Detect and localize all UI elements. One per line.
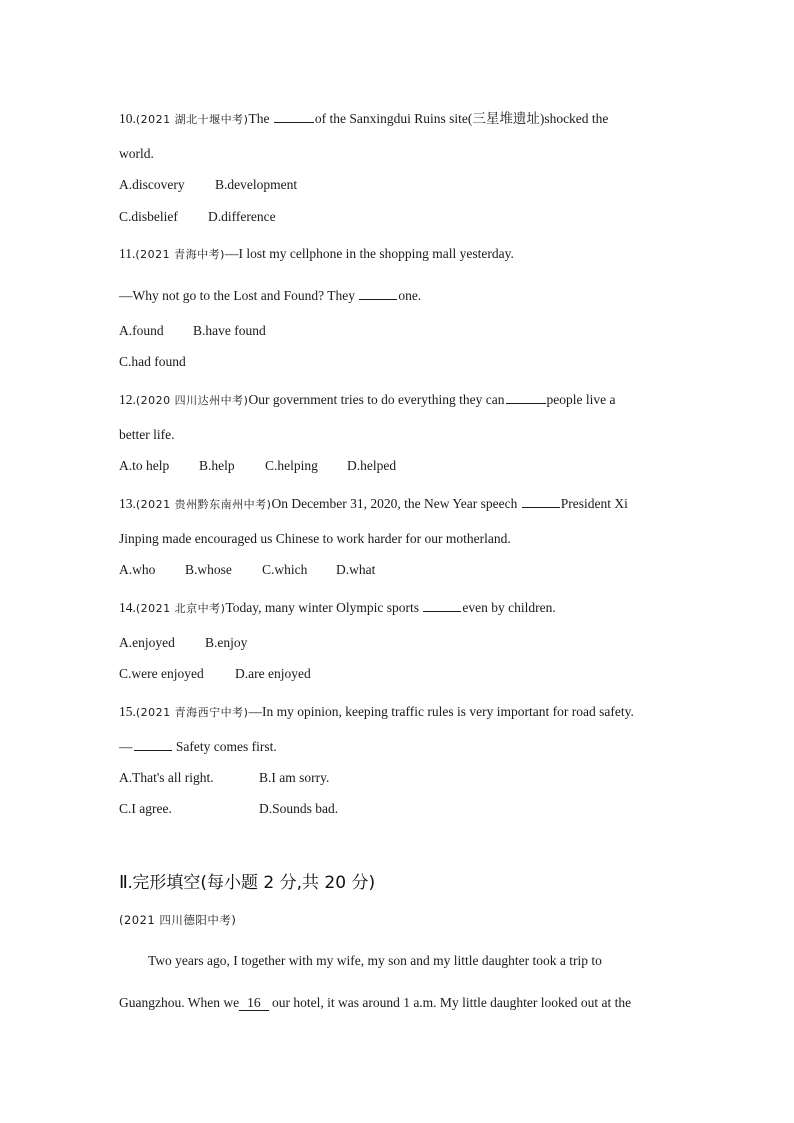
option-c: C.I agree. [119,801,172,816]
option-d: D.are enjoyed [235,666,311,681]
passage-line [119,994,631,1012]
section-heading [119,868,375,893]
passage-source: (2021 四川德阳中考) [119,913,237,927]
question-source: (2021 青海中考) [135,248,225,261]
options-row [119,561,375,579]
option-a: A.found [119,323,164,338]
question-source: (2020 四川达州中考) [135,394,249,407]
question-source: (2021 北京中考) [135,602,226,615]
question-number: 10. [119,111,136,126]
answer-blank [506,391,546,404]
question-10-cont: world. [119,146,154,161]
option-a: A.enjoyed [119,635,175,650]
options-row [119,176,297,194]
passage-text: Guangzhou. When we [119,995,240,1010]
option-d: D.helped [347,458,397,473]
question-text: President Xi [560,496,628,511]
option-a: A.who [119,562,156,577]
question-13-cont: Jinping made encouraged us Chinese to work harder for our motherland. [119,531,511,546]
option-c: C.helping [265,458,318,473]
options-row [119,353,186,371]
options-row [119,665,311,683]
question-12 [119,391,616,410]
question-number: 12. [119,392,136,407]
option-d: D.Sounds bad. [259,801,339,816]
option-b: B.development [215,177,298,192]
option-d: D.difference [208,209,276,224]
question-source: (2021 湖北十堰中考) [135,113,249,126]
option-c: C.had found [119,354,186,369]
option-b: B.have found [193,323,266,338]
question-text: of the Sanxingdui Ruins site(三星堆遗址)shocked the [314,111,609,126]
options-row [119,322,266,340]
question-13 [119,495,628,514]
question-11 [119,245,514,264]
question-text: The [248,111,270,126]
question-text: even by children. [462,600,556,615]
answer-blank [134,738,172,751]
question-number: 11. [119,246,136,261]
option-c: C.were enjoyed [119,666,204,681]
question-14 [119,599,556,618]
passage-line: Two years ago, I together with my wife, my son and my little daughter took a trip to [148,953,602,968]
option-b: B.help [199,458,235,473]
question-12-cont: better life. [119,427,175,442]
question-text: —Why not go to the Lost and Found? They [119,288,355,303]
option-c: C.which [262,562,308,577]
question-number: 13. [119,496,136,511]
answer-blank [423,599,461,612]
cloze-blank-16: 16 [239,996,269,1011]
question-number: 14. [119,600,136,615]
options-row [119,800,338,818]
question-15 [119,703,634,722]
option-b: B.enjoy [205,635,248,650]
question-text: —I lost my cellphone in the shopping mall yesterday. [224,246,514,261]
question-text: Our government tries to do everything they can [248,392,505,407]
question-text: Today, many winter Olympic sports [225,600,419,615]
option-d: D.what [336,562,376,577]
options-row [119,457,396,475]
answer-blank [274,110,314,123]
question-15-reply [119,738,277,756]
question-text: — [119,739,133,754]
question-text: people live a [546,392,616,407]
question-source: (2021 贵州黔东南州中考) [135,498,272,511]
section-numeral: Ⅱ. [119,872,133,892]
question-text: one. [398,288,422,303]
question-source: (2021 青海西宁中考) [135,706,249,719]
answer-blank [359,287,397,300]
option-c: C.disbelief [119,209,178,224]
section-title: 完形填空(每小题 2 分,共 20 分) [132,873,376,893]
options-row [119,208,276,226]
question-number: 15. [119,704,136,719]
option-a: A.to help [119,458,170,473]
options-row [119,769,329,787]
answer-blank [522,495,560,508]
question-11-reply [119,287,421,305]
option-b: B.whose [185,562,232,577]
question-text: —In my opinion, keeping traffic rules is very important for road safety. [248,704,634,719]
question-10 [119,110,608,129]
option-a: A.That's all right. [119,770,214,785]
options-row [119,634,247,652]
option-a: A.discovery [119,177,185,192]
question-text: Safety comes first. [172,739,277,754]
question-text: On December 31, 2020, the New Year speech [271,496,518,511]
passage-text: our hotel, it was around 1 a.m. My little daughter looked out at the [271,995,632,1010]
option-b: B.I am sorry. [259,770,330,785]
